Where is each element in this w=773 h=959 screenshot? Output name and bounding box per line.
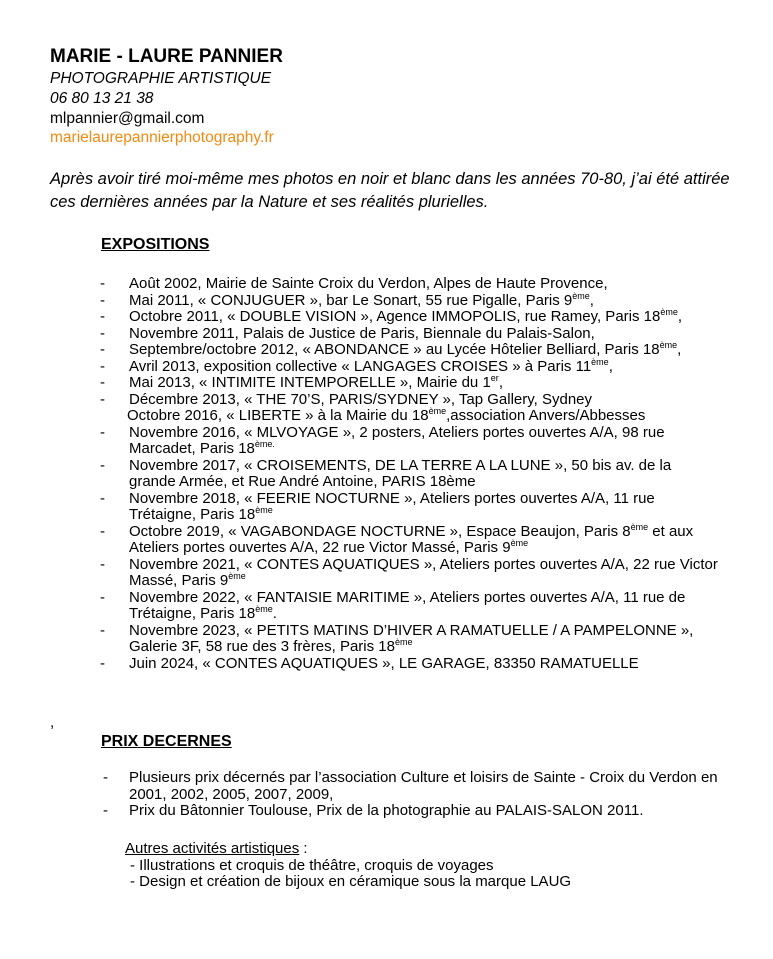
autres-activites — [125, 841, 571, 891]
list-item: - Plusieurs prix décernés par l’association Culture et loisirs de Sainte - Croix du Verdon en 2001, 2002, 2005, 2007, 2009, — [103, 769, 718, 803]
list-item: - Novembre 2016, « MLVOYAGE », 2 posters, Ateliers portes ouvertes A/A, 98 rue Marcadet, Paris $18^{ème.}$ — [100, 423, 665, 457]
author-name: MARIE - LAURE PANNIER — [50, 46, 283, 67]
autres-heading: Autres activités artistiques : — [125, 840, 308, 857]
expositions-heading: EXPOSITIONS — [101, 236, 210, 253]
list-item: - Novembre 2021, « CONTES AQUATIQUES », Ateliers portes ouvertes A/A, 22 rue Victor Massé, Paris 9ème — [100, 555, 718, 589]
expositions-list — [100, 276, 720, 672]
phone-number: 06 80 13 21 38 — [50, 90, 154, 107]
list-item: - Octobre 2019, « VAGABONDAGE NOCTURNE », Espace Beaujon, Paris 8ème et aux Ateliers portes ouvertes A/A, 22 rue Victor Massé, Paris 9ème — [100, 521, 694, 556]
prix-list — [100, 770, 720, 820]
list-item: - Design et création de bijoux en céramique sous la marque LAUG — [130, 873, 572, 890]
list-item: - Mai 2011, « CONJUGUER », bar Le Sonart, 55 rue Pigalle, Paris 9ème, — [100, 290, 594, 309]
list-item: - Illustrations et croquis de théâtre, croquis de voyages — [130, 856, 494, 874]
website-link[interactable]: marielaurepannierphotography.fr — [50, 129, 274, 146]
intro-paragraph: Après avoir tiré moi-même mes photos en noir et blanc dans les années 70-80, j’ai été attirée ces dernières années par la Nature et ses réalités plurielles. — [50, 170, 730, 211]
list-item: - Mai 2013, « INTIMITE INTEMPORELLE », Mairie du 1er, — [100, 373, 503, 391]
list-item: - Septembre/octobre 2012, « ABONDANCE » au Lycée Hôtelier Belliard, Paris 18ème, — [100, 340, 682, 358]
list-item: Octobre 2016, « LIBERTE » à la Mairie du 18ème,association Anvers/Abbesses — [127, 406, 646, 424]
list-item: - Novembre 2018, « FEERIE NOCTURNE », Ateliers portes ouvertes A/A, 11 rue Trétaigne, Paris 18ème — [100, 489, 655, 523]
list-item: - Novembre 2022, « FANTAISIE MARITIME », Ateliers portes ouvertes A/A, 11 rue de Trétaigne, Paris 18ème. — [100, 588, 686, 622]
list-item: - Novembre 2023, « PETITS MATINS D’HIVER A RAMATUELLE / A PAMPELONNE », Galerie 3F, 58 rue des 3 frères, Paris 18ème — [100, 621, 694, 655]
stray-comma: , — [50, 714, 55, 731]
list-item: - Novembre 2011, Palais de Justice de Paris, Biennale du Palais-Salon, — [100, 324, 595, 342]
list-item: - Avril 2013, exposition collective « LANGAGES CROISES » à Paris 11ème, — [100, 356, 613, 375]
prix-heading: PRIX DECERNES — [101, 733, 232, 750]
list-item: - Octobre 2011, « DOUBLE VISION », Agence IMMOPOLIS, rue Ramey, Paris 18ème, — [100, 307, 683, 325]
list-item: - Juin 2024, « CONTES AQUATIQUES », LE GARAGE, 83350 RAMATUELLE — [100, 654, 639, 672]
email-address: mlpannier@gmail.com — [50, 110, 205, 127]
list-item: - Août 2002, Mairie de Sainte Croix du Verdon, Alpes de Haute Provence, — [100, 275, 608, 292]
list-item: - Prix du Bâtonnier Toulouse, Prix de la photographie au PALAIS-SALON 2011. — [103, 802, 644, 819]
list-item: - Décembre 2013, « THE 70’S, PARIS/SYDNEY », Tap Gallery, Sydney — [100, 390, 593, 408]
author-title: PHOTOGRAPHIE ARTISTIQUE — [50, 70, 272, 87]
list-item: - Novembre 2017, « CROISEMENTS, DE LA TERRE A LA LUNE », 50 bis av. de la grande Armée, et Rue André Antoine, PARIS 18ème — [100, 456, 672, 490]
